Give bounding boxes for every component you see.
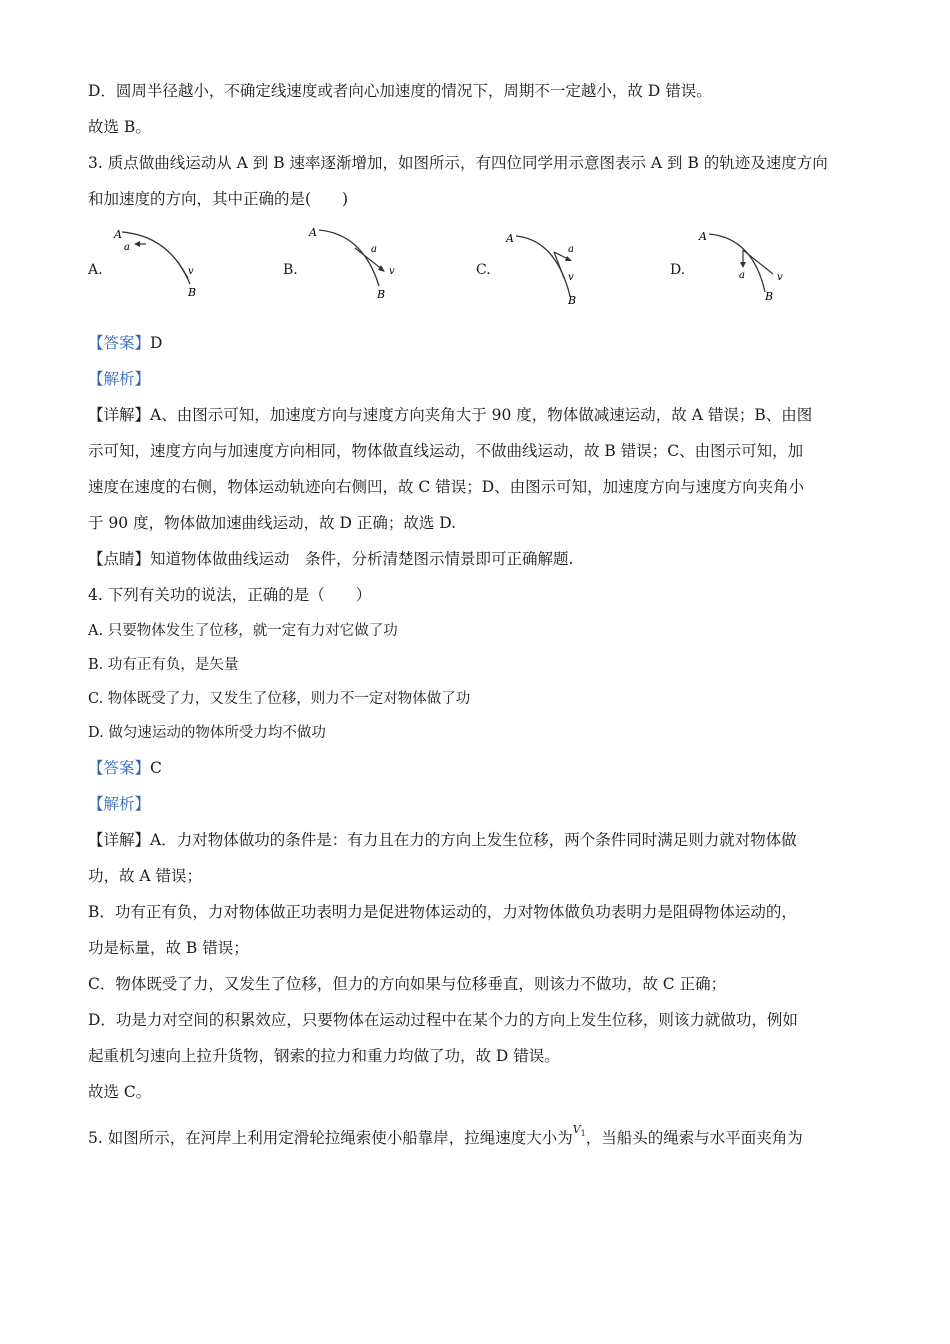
option-a-label: A. bbox=[88, 262, 103, 278]
analysis-tag: 【解析】 bbox=[88, 795, 151, 813]
explanation-3-line3: 速度在速度的右侧，物体运动轨迹向右侧凹，故 C 错误；D、由图示可知，加速度方向与速度方向夹角小 bbox=[88, 478, 805, 496]
accel-text: a bbox=[568, 244, 574, 255]
question-5-text-cont: ，当船头的绳索与水平面夹角为 bbox=[585, 1129, 803, 1147]
explanation-tag: 【详解】 bbox=[88, 831, 151, 849]
point-b-text: B bbox=[188, 286, 197, 299]
answer-tag: 【答案】 bbox=[88, 334, 151, 352]
explanation-4-line5: C．物体既受了力，又发生了位移，但力的方向如果与位移垂直，则该力不做功，故 C 正确； bbox=[88, 975, 727, 993]
explanation-text: A．力对物体做功的条件是：有力且在力的方向上发生位移，两个条件同时满足则力就对物体做 bbox=[150, 831, 797, 849]
explanation-3-line1 bbox=[88, 404, 812, 426]
vel-text: v bbox=[389, 266, 395, 277]
explanation-3-line2: 示可知，速度方向与加速度方向相同，物体做直线运动，不做曲线运动，故 B 错误；C、由图示可知，加 bbox=[88, 442, 804, 460]
accel-text: a bbox=[124, 242, 130, 253]
accel-text: a bbox=[739, 270, 745, 281]
point-a-text: A bbox=[309, 226, 317, 239]
answer-3 bbox=[88, 332, 162, 354]
figure-option-b bbox=[305, 222, 505, 308]
vel-text: v bbox=[188, 266, 194, 277]
question-3-stem: 3. 质点做曲线运动从 A 到 B 速率逐渐增加，如图所示，有四位同学用示意图表示 A 到 B 的轨迹及速度方向 bbox=[88, 154, 828, 172]
question-5-text: 5. 如图所示，在河岸上利用定滑轮拉绳索使小船靠岸，拉绳速度大小为 bbox=[88, 1129, 573, 1147]
question-4-option-c: C. 物体既受了力，又发生了位移，则力不一定对物体做了功 bbox=[88, 691, 471, 707]
option-c-label: C. bbox=[476, 262, 491, 278]
explanation-4-line2: 功，故 A 错误； bbox=[88, 867, 203, 885]
explanation-3-line4: 于 90 度，物体做加速曲线运动，故 D 正确；故选 D. bbox=[88, 514, 457, 532]
explanation-tag: 【详解】 bbox=[88, 406, 151, 424]
answer-tag: 【答案】 bbox=[88, 759, 151, 777]
point-b-text: B bbox=[568, 294, 577, 307]
analysis-tag: 【解析】 bbox=[88, 370, 151, 388]
question-4-option-a: A. 只要物体发生了位移，就一定有力对它做了功 bbox=[88, 623, 398, 639]
accel-text: a bbox=[371, 244, 377, 255]
answer-value: D bbox=[150, 334, 163, 352]
option-d-label: D. bbox=[670, 262, 686, 278]
tip-tag: 【点睛】 bbox=[88, 550, 151, 568]
point-a-text: A bbox=[114, 228, 122, 241]
answer-value: C bbox=[150, 759, 162, 777]
explanation-4-line4: 功是标量，故 B 错误； bbox=[88, 939, 249, 957]
option-b-label: B. bbox=[283, 262, 298, 278]
point-a-text: A bbox=[699, 230, 707, 243]
tip-3 bbox=[88, 548, 573, 570]
velocity-v: V bbox=[572, 1123, 581, 1136]
velocity-symbol bbox=[572, 1123, 586, 1139]
explanation-4-line6: D．功是力对空间的积累效应，只要物体在运动过程中在某个力的方向上发生位移，则该力就做功，例如 bbox=[88, 1011, 798, 1029]
figure-option-a bbox=[110, 222, 310, 308]
question-4-stem: 4. 下列有关功的说法，正确的是（ ） bbox=[88, 586, 372, 604]
question-5-stem bbox=[88, 1123, 803, 1155]
vel-text: v bbox=[568, 272, 574, 283]
explanation-4-line1 bbox=[88, 829, 797, 851]
explanation-4-line7: 起重机匀速向上拉升货物，钢索的拉力和重力均做了功，故 D 错误。 bbox=[88, 1047, 560, 1065]
question-4-option-d: D. 做匀速运动的物体所受力均不做功 bbox=[88, 725, 326, 741]
figure-option-d bbox=[695, 222, 895, 308]
point-b-text: B bbox=[377, 288, 386, 301]
answer-4 bbox=[88, 757, 162, 779]
explanation-4-line3: B．功有正有负，力对物体做正功表明力是促进物体运动的，力对物体做负功表明力是阻碍物体运动的， bbox=[88, 903, 797, 921]
point-a-text: A bbox=[506, 232, 514, 245]
text-line: D．圆周半径越小，不确定线速度或者向心加速度的情况下，周期不一定越小，故 D 错误。 bbox=[88, 82, 712, 100]
point-b-text: B bbox=[765, 290, 774, 303]
text-line: 故选 B。 bbox=[88, 118, 151, 136]
question-3-stem-cont: 和加速度的方向，其中正确的是( ) bbox=[88, 190, 349, 208]
explanation-4-line8: 故选 C。 bbox=[88, 1083, 152, 1101]
tip-text: 知道物体做曲线运动 条件，分析清楚图示情景即可正确解题. bbox=[150, 550, 574, 568]
question-4-option-b: B. 功有正有负，是矢量 bbox=[88, 657, 239, 673]
velocity-subscript: 1 bbox=[580, 1129, 586, 1139]
explanation-text: A、由图示可知，加速度方向与速度方向夹角大于 90 度，物体做减速运动，故 A 错误；B、由图 bbox=[150, 406, 813, 424]
vel-text: v bbox=[777, 272, 783, 283]
